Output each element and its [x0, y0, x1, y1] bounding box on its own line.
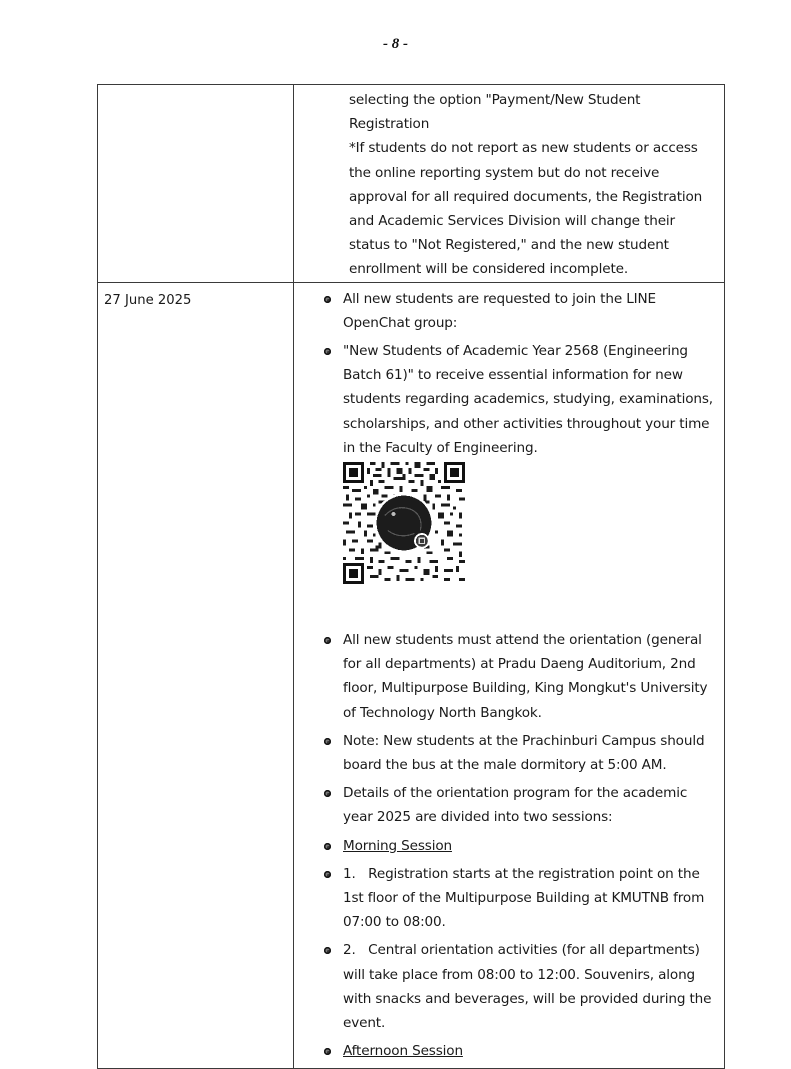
- list-item: [318, 938, 718, 1035]
- bullet-icon: [324, 1048, 331, 1055]
- bullet-icon: [324, 790, 331, 797]
- continuation-text: [294, 85, 724, 282]
- list-item: [318, 781, 718, 829]
- schedule-table: [97, 84, 725, 1069]
- bullet-icon: [324, 947, 331, 954]
- bullet-icon: [324, 843, 331, 850]
- bullet-icon: [324, 637, 331, 644]
- list-item: [318, 339, 718, 460]
- list-item-text: 1. Registration starts at the registration point on the 1st floor of the Multipurpose Building at KMUTNB from 07:00 to 08:00.: [343, 865, 709, 931]
- list-item-text: 2. Central orientation activities (for all departments) will take place from 08:00 to 12:00. Souvenirs, along with snacks and beverages, will be provided during the event.: [343, 942, 716, 1032]
- paragraph: selecting the option "Payment/New Student Registration: [349, 92, 641, 133]
- list-item: [318, 287, 718, 335]
- bullet-list: [294, 624, 724, 1063]
- bullet-icon: [324, 738, 331, 745]
- table-row: [98, 282, 725, 1068]
- detail-cell: [294, 282, 725, 1068]
- afternoon-session-heading: Afternoon Session: [343, 1043, 463, 1060]
- table-row: [98, 85, 725, 283]
- list-item-text: All new students are requested to join the LINE OpenChat group:: [343, 290, 656, 331]
- morning-session-heading: Morning Session: [343, 837, 452, 854]
- list-item-text: All new students must attend the orientation (general for all departments) at Pradu Daeng Auditorium, 2nd floor, Multipurpose Building, King Mongkut's University of Technology North Bangkok.: [343, 632, 708, 721]
- date-cell: [98, 85, 294, 283]
- list-item: [318, 862, 718, 935]
- date-cell: 27 June 2025: [98, 282, 294, 1068]
- detail-cell: [294, 85, 725, 283]
- list-item-text: Details of the orientation program for the academic year 2025 are divided into two sessions:: [343, 785, 688, 826]
- list-item: [318, 834, 718, 858]
- qr-code-container: [294, 462, 724, 584]
- bullet-icon: [324, 296, 331, 303]
- page-number: - 8 -: [383, 36, 408, 52]
- list-item: [318, 1039, 718, 1063]
- bullet-icon: [324, 871, 331, 878]
- paragraph: *If students do not report as new students or access the online reporting system but do not receive approval for all required documents, the Registration and Academic Services Division will change their status to "Not Registered," and the new student enrollment will be considered incomplete.: [349, 140, 703, 278]
- list-item: [318, 628, 718, 725]
- bullet-icon: [324, 348, 331, 355]
- qr-code-icon[interactable]: [343, 462, 465, 584]
- list-item-text: Note: New students at the Prachinburi Campus should board the bus at the male dormitory at 5:00 AM.: [343, 732, 705, 774]
- list-item: [318, 729, 718, 777]
- bullet-list: [294, 283, 724, 460]
- list-item-text: "New Students of Academic Year 2568 (Engineering Batch 61)" to receive essential information for new students regarding academics, studying, examinations, scholarships, and other activities throughout your time in the Faculty of Engineering.: [343, 343, 713, 456]
